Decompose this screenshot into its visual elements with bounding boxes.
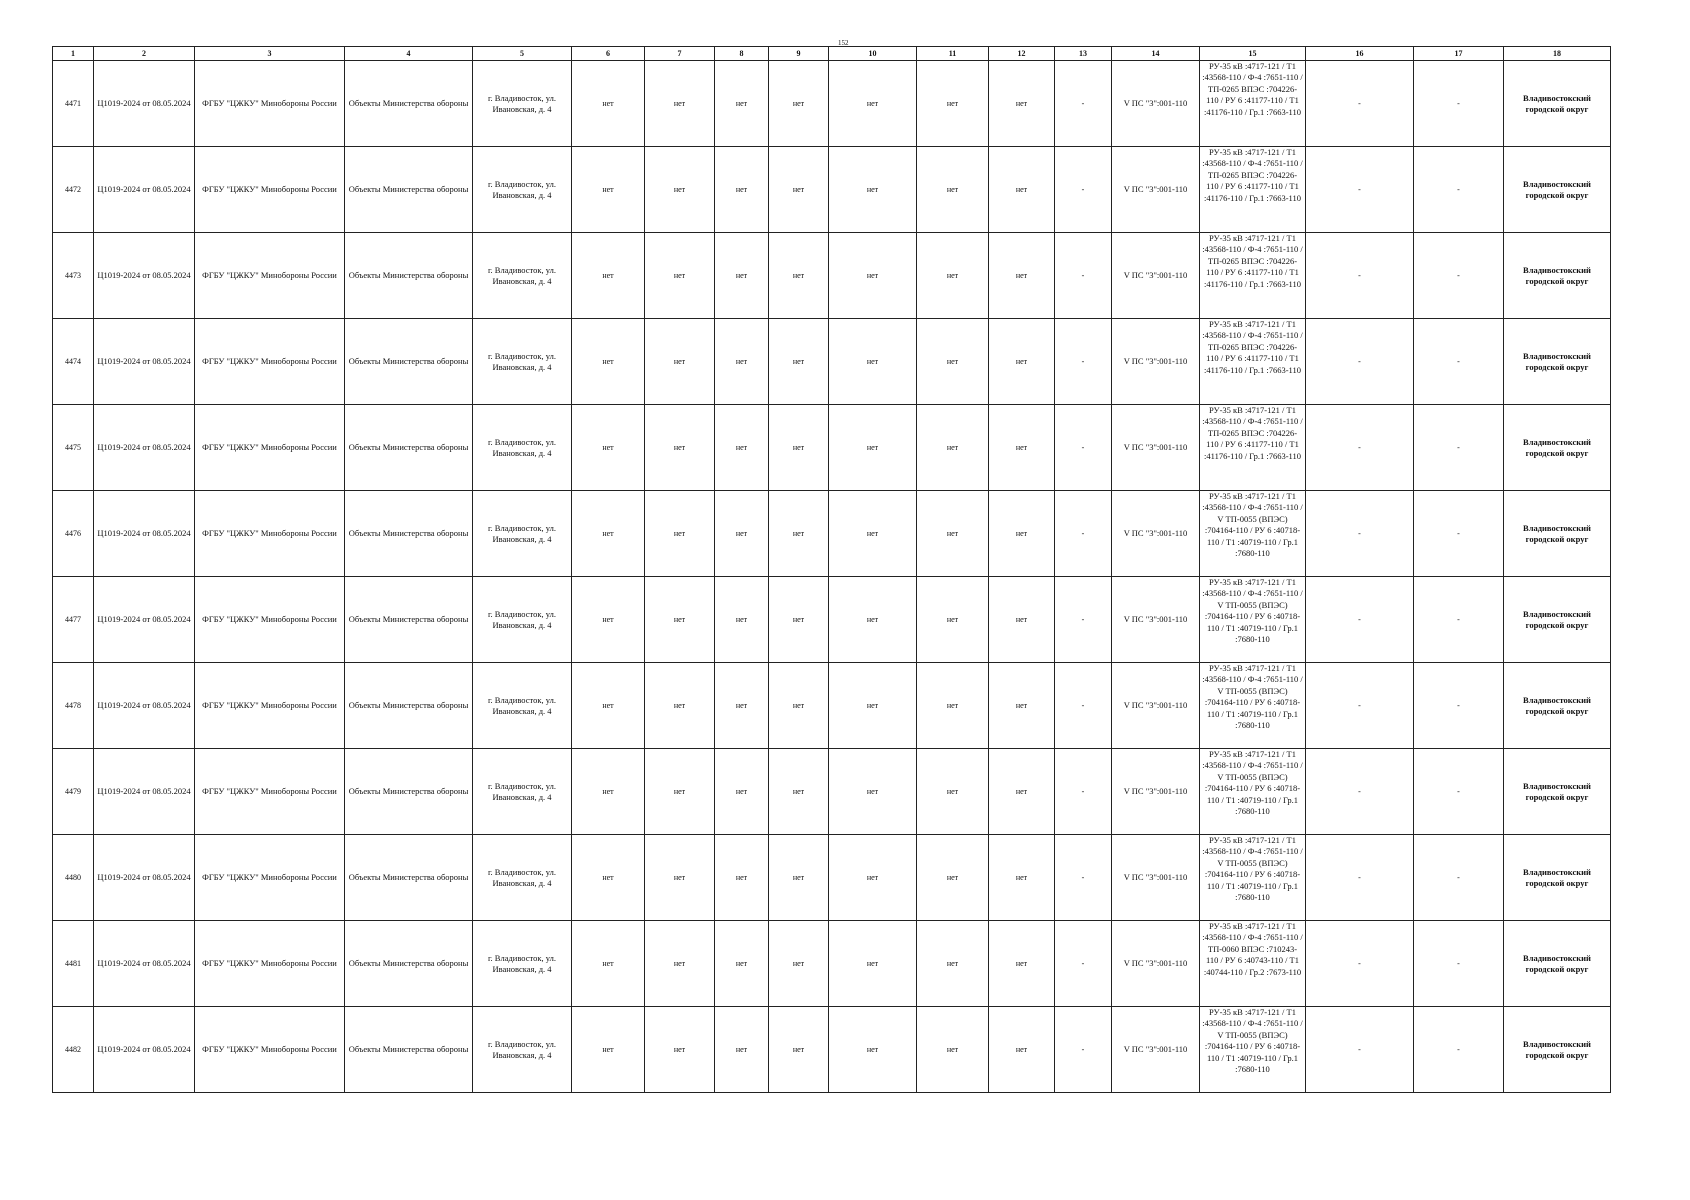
district-cell: Владивостокский городской округ bbox=[1504, 319, 1611, 405]
column-header-6: 6 bbox=[572, 47, 645, 61]
district-cell: Владивостокский городской округ bbox=[1504, 61, 1611, 147]
col16-cell: - bbox=[1306, 1007, 1414, 1093]
col9-cell: нет bbox=[769, 749, 829, 835]
col11-cell: нет bbox=[917, 749, 989, 835]
page-number: 152 bbox=[838, 39, 849, 47]
column-header-17: 17 bbox=[1414, 47, 1504, 61]
row-number-cell: 4476 bbox=[53, 491, 94, 577]
column-header-13: 13 bbox=[1055, 47, 1112, 61]
col10-cell: нет bbox=[829, 319, 917, 405]
col10-cell: нет bbox=[829, 147, 917, 233]
column-header-18: 18 bbox=[1504, 47, 1611, 61]
col7-cell: нет bbox=[645, 577, 715, 663]
column-header-1: 1 bbox=[53, 47, 94, 61]
col16-cell: - bbox=[1306, 663, 1414, 749]
col17-cell: - bbox=[1414, 491, 1504, 577]
col12-cell: нет bbox=[989, 233, 1055, 319]
col12-cell: нет bbox=[989, 1007, 1055, 1093]
column-header-4: 4 bbox=[345, 47, 473, 61]
connection-path-cell: РУ-35 кВ :4717-121 / Т1 :43568-110 / Ф-4 :7651-110 / V ТП-0055 (ВПЭС) :704164-110 / РУ 6 :40718-110 / Т1 :40719-110 / Гр.1 :7680-110 bbox=[1200, 749, 1306, 835]
row-number-cell: 4475 bbox=[53, 405, 94, 491]
object-cell: Объекты Министерства обороны bbox=[345, 491, 473, 577]
col7-cell: нет bbox=[645, 319, 715, 405]
address-cell: г. Владивосток, ул. Ивановская, д. 4 bbox=[473, 61, 572, 147]
column-header-3: 3 bbox=[195, 47, 345, 61]
object-cell: Объекты Министерства обороны bbox=[345, 61, 473, 147]
col10-cell: нет bbox=[829, 663, 917, 749]
row-number-cell: 4473 bbox=[53, 233, 94, 319]
col8-cell: нет bbox=[715, 61, 769, 147]
district-cell: Владивостокский городской округ bbox=[1504, 835, 1611, 921]
substation-cell: V ПС "3":001-110 bbox=[1112, 319, 1200, 405]
col16-cell: - bbox=[1306, 405, 1414, 491]
row-number-cell: 4479 bbox=[53, 749, 94, 835]
substation-cell: V ПС "3":001-110 bbox=[1112, 835, 1200, 921]
col6-cell: нет bbox=[572, 405, 645, 491]
substation-cell: V ПС "3":001-110 bbox=[1112, 749, 1200, 835]
connection-path-cell: РУ-35 кВ :4717-121 / Т1 :43568-110 / Ф-4 :7651-110 / V ТП-0055 (ВПЭС) :704164-110 / РУ 6 :40718-110 / Т1 :40719-110 / Гр.1 :7680-110 bbox=[1200, 491, 1306, 577]
col7-cell: нет bbox=[645, 491, 715, 577]
district-cell: Владивостокский городской округ bbox=[1504, 921, 1611, 1007]
row-number-cell: 4478 bbox=[53, 663, 94, 749]
organization-cell: ФГБУ "ЦЖКУ" Минобороны России bbox=[195, 577, 345, 663]
contract-cell: Ц1019-2024 от 08.05.2024 bbox=[94, 1007, 195, 1093]
column-header-14: 14 bbox=[1112, 47, 1200, 61]
col6-cell: нет bbox=[572, 319, 645, 405]
col11-cell: нет bbox=[917, 405, 989, 491]
col16-cell: - bbox=[1306, 835, 1414, 921]
col8-cell: нет bbox=[715, 577, 769, 663]
col9-cell: нет bbox=[769, 1007, 829, 1093]
substation-cell: V ПС "3":001-110 bbox=[1112, 1007, 1200, 1093]
col11-cell: нет bbox=[917, 1007, 989, 1093]
col10-cell: нет bbox=[829, 61, 917, 147]
col8-cell: нет bbox=[715, 835, 769, 921]
col17-cell: - bbox=[1414, 577, 1504, 663]
row-number-cell: 4477 bbox=[53, 577, 94, 663]
contract-cell: Ц1019-2024 от 08.05.2024 bbox=[94, 319, 195, 405]
object-cell: Объекты Министерства обороны bbox=[345, 233, 473, 319]
col13-cell: - bbox=[1055, 319, 1112, 405]
address-cell: г. Владивосток, ул. Ивановская, д. 4 bbox=[473, 147, 572, 233]
col12-cell: нет bbox=[989, 491, 1055, 577]
column-header-16: 16 bbox=[1306, 47, 1414, 61]
address-cell: г. Владивосток, ул. Ивановская, д. 4 bbox=[473, 921, 572, 1007]
row-number-cell: 4471 bbox=[53, 61, 94, 147]
col6-cell: нет bbox=[572, 491, 645, 577]
col6-cell: нет bbox=[572, 61, 645, 147]
table-row bbox=[53, 577, 1611, 663]
col13-cell: - bbox=[1055, 1007, 1112, 1093]
contract-cell: Ц1019-2024 от 08.05.2024 bbox=[94, 921, 195, 1007]
col10-cell: нет bbox=[829, 749, 917, 835]
connection-path-cell: РУ-35 кВ :4717-121 / Т1 :43568-110 / Ф-4 :7651-110 / V ТП-0055 (ВПЭС) :704164-110 / РУ 6 :40718-110 / Т1 :40719-110 / Гр.1 :7680-110 bbox=[1200, 577, 1306, 663]
col12-cell: нет bbox=[989, 319, 1055, 405]
object-cell: Объекты Министерства обороны bbox=[345, 1007, 473, 1093]
col11-cell: нет bbox=[917, 921, 989, 1007]
col12-cell: нет bbox=[989, 663, 1055, 749]
substation-cell: V ПС "3":001-110 bbox=[1112, 921, 1200, 1007]
col9-cell: нет bbox=[769, 147, 829, 233]
col13-cell: - bbox=[1055, 491, 1112, 577]
district-cell: Владивостокский городской округ bbox=[1504, 147, 1611, 233]
row-number-cell: 4482 bbox=[53, 1007, 94, 1093]
substation-cell: V ПС "3":001-110 bbox=[1112, 61, 1200, 147]
column-header-15: 15 bbox=[1200, 47, 1306, 61]
column-header-11: 11 bbox=[917, 47, 989, 61]
column-header-7: 7 bbox=[645, 47, 715, 61]
col11-cell: нет bbox=[917, 147, 989, 233]
substation-cell: V ПС "3":001-110 bbox=[1112, 491, 1200, 577]
organization-cell: ФГБУ "ЦЖКУ" Минобороны России bbox=[195, 663, 345, 749]
col17-cell: - bbox=[1414, 1007, 1504, 1093]
substation-cell: V ПС "3":001-110 bbox=[1112, 233, 1200, 319]
col7-cell: нет bbox=[645, 147, 715, 233]
district-cell: Владивостокский городской округ bbox=[1504, 491, 1611, 577]
col13-cell: - bbox=[1055, 233, 1112, 319]
col16-cell: - bbox=[1306, 319, 1414, 405]
col11-cell: нет bbox=[917, 835, 989, 921]
table-row bbox=[53, 233, 1611, 319]
substation-cell: V ПС "3":001-110 bbox=[1112, 577, 1200, 663]
col17-cell: - bbox=[1414, 405, 1504, 491]
connection-path-cell: РУ-35 кВ :4717-121 / Т1 :43568-110 / Ф-4 :7651-110 / ТП-0060 ВПЭС :710243-110 / РУ 6 :40743-110 / Т1 :40744-110 / Гр.2 :7673-110 bbox=[1200, 921, 1306, 1007]
organization-cell: ФГБУ "ЦЖКУ" Минобороны России bbox=[195, 491, 345, 577]
organization-cell: ФГБУ "ЦЖКУ" Минобороны России bbox=[195, 147, 345, 233]
col7-cell: нет bbox=[645, 405, 715, 491]
col12-cell: нет bbox=[989, 405, 1055, 491]
col6-cell: нет bbox=[572, 577, 645, 663]
col12-cell: нет bbox=[989, 835, 1055, 921]
object-cell: Объекты Министерства обороны bbox=[345, 319, 473, 405]
col10-cell: нет bbox=[829, 405, 917, 491]
table-row bbox=[53, 319, 1611, 405]
col10-cell: нет bbox=[829, 577, 917, 663]
address-cell: г. Владивосток, ул. Ивановская, д. 4 bbox=[473, 1007, 572, 1093]
connection-path-cell: РУ-35 кВ :4717-121 / Т1 :43568-110 / Ф-4 :7651-110 / ТП-0265 ВПЭС :704226-110 / РУ 6 :41177-110 / Т1 :41176-110 / Гр.1 :7663-110 bbox=[1200, 233, 1306, 319]
column-header-12: 12 bbox=[989, 47, 1055, 61]
col9-cell: нет bbox=[769, 319, 829, 405]
col16-cell: - bbox=[1306, 233, 1414, 319]
col16-cell: - bbox=[1306, 61, 1414, 147]
col6-cell: нет bbox=[572, 835, 645, 921]
col8-cell: нет bbox=[715, 233, 769, 319]
contract-cell: Ц1019-2024 от 08.05.2024 bbox=[94, 233, 195, 319]
col8-cell: нет bbox=[715, 491, 769, 577]
address-cell: г. Владивосток, ул. Ивановская, д. 4 bbox=[473, 405, 572, 491]
col13-cell: - bbox=[1055, 577, 1112, 663]
connection-path-cell: РУ-35 кВ :4717-121 / Т1 :43568-110 / Ф-4 :7651-110 / ТП-0265 ВПЭС :704226-110 / РУ 6 :41177-110 / Т1 :41176-110 / Гр.1 :7663-110 bbox=[1200, 405, 1306, 491]
column-number-row bbox=[53, 47, 1611, 61]
object-cell: Объекты Министерства обороны bbox=[345, 749, 473, 835]
organization-cell: ФГБУ "ЦЖКУ" Минобороны России bbox=[195, 405, 345, 491]
col12-cell: нет bbox=[989, 61, 1055, 147]
substation-cell: V ПС "3":001-110 bbox=[1112, 405, 1200, 491]
district-cell: Владивостокский городской округ bbox=[1504, 405, 1611, 491]
col9-cell: нет bbox=[769, 61, 829, 147]
col12-cell: нет bbox=[989, 921, 1055, 1007]
col13-cell: - bbox=[1055, 147, 1112, 233]
col7-cell: нет bbox=[645, 663, 715, 749]
col7-cell: нет bbox=[645, 835, 715, 921]
col6-cell: нет bbox=[572, 233, 645, 319]
col16-cell: - bbox=[1306, 749, 1414, 835]
col16-cell: - bbox=[1306, 147, 1414, 233]
col13-cell: - bbox=[1055, 749, 1112, 835]
col13-cell: - bbox=[1055, 835, 1112, 921]
connection-path-cell: РУ-35 кВ :4717-121 / Т1 :43568-110 / Ф-4 :7651-110 / ТП-0265 ВПЭС :704226-110 / РУ 6 :41177-110 / Т1 :41176-110 / Гр.1 :7663-110 bbox=[1200, 319, 1306, 405]
organization-cell: ФГБУ "ЦЖКУ" Минобороны России bbox=[195, 61, 345, 147]
table-body bbox=[53, 61, 1611, 1093]
register-table bbox=[52, 46, 1611, 1093]
col11-cell: нет bbox=[917, 61, 989, 147]
col8-cell: нет bbox=[715, 319, 769, 405]
col8-cell: нет bbox=[715, 663, 769, 749]
col9-cell: нет bbox=[769, 577, 829, 663]
col17-cell: - bbox=[1414, 147, 1504, 233]
col7-cell: нет bbox=[645, 233, 715, 319]
substation-cell: V ПС "3":001-110 bbox=[1112, 147, 1200, 233]
col17-cell: - bbox=[1414, 233, 1504, 319]
object-cell: Объекты Министерства обороны bbox=[345, 663, 473, 749]
col13-cell: - bbox=[1055, 921, 1112, 1007]
table-row bbox=[53, 491, 1611, 577]
district-cell: Владивостокский городской округ bbox=[1504, 1007, 1611, 1093]
table-row bbox=[53, 663, 1611, 749]
address-cell: г. Владивосток, ул. Ивановская, д. 4 bbox=[473, 319, 572, 405]
col9-cell: нет bbox=[769, 405, 829, 491]
col10-cell: нет bbox=[829, 491, 917, 577]
col7-cell: нет bbox=[645, 749, 715, 835]
col11-cell: нет bbox=[917, 233, 989, 319]
col10-cell: нет bbox=[829, 921, 917, 1007]
table-row bbox=[53, 1007, 1611, 1093]
col17-cell: - bbox=[1414, 835, 1504, 921]
col8-cell: нет bbox=[715, 147, 769, 233]
col17-cell: - bbox=[1414, 921, 1504, 1007]
connection-path-cell: РУ-35 кВ :4717-121 / Т1 :43568-110 / Ф-4 :7651-110 / ТП-0265 ВПЭС :704226-110 / РУ 6 :41177-110 / Т1 :41176-110 / Гр.1 :7663-110 bbox=[1200, 147, 1306, 233]
col10-cell: нет bbox=[829, 835, 917, 921]
col17-cell: - bbox=[1414, 749, 1504, 835]
connection-path-cell: РУ-35 кВ :4717-121 / Т1 :43568-110 / Ф-4 :7651-110 / ТП-0265 ВПЭС :704226-110 / РУ 6 :41177-110 / Т1 :41176-110 / Гр.1 :7663-110 bbox=[1200, 61, 1306, 147]
contract-cell: Ц1019-2024 от 08.05.2024 bbox=[94, 835, 195, 921]
col11-cell: нет bbox=[917, 319, 989, 405]
col9-cell: нет bbox=[769, 835, 829, 921]
col10-cell: нет bbox=[829, 1007, 917, 1093]
contract-cell: Ц1019-2024 от 08.05.2024 bbox=[94, 491, 195, 577]
organization-cell: ФГБУ "ЦЖКУ" Минобороны России bbox=[195, 921, 345, 1007]
col6-cell: нет bbox=[572, 749, 645, 835]
col11-cell: нет bbox=[917, 491, 989, 577]
col17-cell: - bbox=[1414, 319, 1504, 405]
contract-cell: Ц1019-2024 от 08.05.2024 bbox=[94, 61, 195, 147]
address-cell: г. Владивосток, ул. Ивановская, д. 4 bbox=[473, 491, 572, 577]
table-row bbox=[53, 835, 1611, 921]
table-row bbox=[53, 921, 1611, 1007]
object-cell: Объекты Министерства обороны bbox=[345, 835, 473, 921]
column-header-2: 2 bbox=[94, 47, 195, 61]
col8-cell: нет bbox=[715, 921, 769, 1007]
col9-cell: нет bbox=[769, 491, 829, 577]
col6-cell: нет bbox=[572, 1007, 645, 1093]
col8-cell: нет bbox=[715, 1007, 769, 1093]
col6-cell: нет bbox=[572, 147, 645, 233]
col9-cell: нет bbox=[769, 663, 829, 749]
connection-path-cell: РУ-35 кВ :4717-121 / Т1 :43568-110 / Ф-4 :7651-110 / V ТП-0055 (ВПЭС) :704164-110 / РУ 6 :40718-110 / Т1 :40719-110 / Гр.1 :7680-110 bbox=[1200, 835, 1306, 921]
col8-cell: нет bbox=[715, 405, 769, 491]
col17-cell: - bbox=[1414, 61, 1504, 147]
col8-cell: нет bbox=[715, 749, 769, 835]
row-number-cell: 4474 bbox=[53, 319, 94, 405]
contract-cell: Ц1019-2024 от 08.05.2024 bbox=[94, 749, 195, 835]
address-cell: г. Владивосток, ул. Ивановская, д. 4 bbox=[473, 233, 572, 319]
contract-cell: Ц1019-2024 от 08.05.2024 bbox=[94, 405, 195, 491]
substation-cell: V ПС "3":001-110 bbox=[1112, 663, 1200, 749]
address-cell: г. Владивосток, ул. Ивановская, д. 4 bbox=[473, 749, 572, 835]
col13-cell: - bbox=[1055, 61, 1112, 147]
row-number-cell: 4472 bbox=[53, 147, 94, 233]
contract-cell: Ц1019-2024 от 08.05.2024 bbox=[94, 147, 195, 233]
col13-cell: - bbox=[1055, 405, 1112, 491]
address-cell: г. Владивосток, ул. Ивановская, д. 4 bbox=[473, 835, 572, 921]
col11-cell: нет bbox=[917, 577, 989, 663]
row-number-cell: 4480 bbox=[53, 835, 94, 921]
object-cell: Объекты Министерства обороны bbox=[345, 577, 473, 663]
row-number-cell: 4481 bbox=[53, 921, 94, 1007]
address-cell: г. Владивосток, ул. Ивановская, д. 4 bbox=[473, 663, 572, 749]
organization-cell: ФГБУ "ЦЖКУ" Минобороны России bbox=[195, 233, 345, 319]
organization-cell: ФГБУ "ЦЖКУ" Минобороны России bbox=[195, 749, 345, 835]
connection-path-cell: РУ-35 кВ :4717-121 / Т1 :43568-110 / Ф-4 :7651-110 / V ТП-0055 (ВПЭС) :704164-110 / РУ 6 :40718-110 / Т1 :40719-110 / Гр.1 :7680-110 bbox=[1200, 663, 1306, 749]
col16-cell: - bbox=[1306, 491, 1414, 577]
col7-cell: нет bbox=[645, 1007, 715, 1093]
object-cell: Объекты Министерства обороны bbox=[345, 405, 473, 491]
column-header-8: 8 bbox=[715, 47, 769, 61]
organization-cell: ФГБУ "ЦЖКУ" Минобороны России bbox=[195, 1007, 345, 1093]
district-cell: Владивостокский городской округ bbox=[1504, 233, 1611, 319]
organization-cell: ФГБУ "ЦЖКУ" Минобороны России bbox=[195, 319, 345, 405]
object-cell: Объекты Министерства обороны bbox=[345, 147, 473, 233]
district-cell: Владивостокский городской округ bbox=[1504, 663, 1611, 749]
column-header-10: 10 bbox=[829, 47, 917, 61]
contract-cell: Ц1019-2024 от 08.05.2024 bbox=[94, 663, 195, 749]
district-cell: Владивостокский городской округ bbox=[1504, 577, 1611, 663]
column-header-5: 5 bbox=[473, 47, 572, 61]
col7-cell: нет bbox=[645, 921, 715, 1007]
col6-cell: нет bbox=[572, 663, 645, 749]
contract-cell: Ц1019-2024 от 08.05.2024 bbox=[94, 577, 195, 663]
col11-cell: нет bbox=[917, 663, 989, 749]
col9-cell: нет bbox=[769, 233, 829, 319]
col9-cell: нет bbox=[769, 921, 829, 1007]
table-row bbox=[53, 405, 1611, 491]
column-header-9: 9 bbox=[769, 47, 829, 61]
col12-cell: нет bbox=[989, 577, 1055, 663]
col16-cell: - bbox=[1306, 921, 1414, 1007]
col16-cell: - bbox=[1306, 577, 1414, 663]
col7-cell: нет bbox=[645, 61, 715, 147]
table-row bbox=[53, 749, 1611, 835]
object-cell: Объекты Министерства обороны bbox=[345, 921, 473, 1007]
connection-path-cell: РУ-35 кВ :4717-121 / Т1 :43568-110 / Ф-4 :7651-110 / V ТП-0055 (ВПЭС) :704164-110 / РУ 6 :40718-110 / Т1 :40719-110 / Гр.1 :7680-110 bbox=[1200, 1007, 1306, 1093]
organization-cell: ФГБУ "ЦЖКУ" Минобороны России bbox=[195, 835, 345, 921]
col17-cell: - bbox=[1414, 663, 1504, 749]
table-row bbox=[53, 61, 1611, 147]
table-header bbox=[53, 47, 1611, 61]
col12-cell: нет bbox=[989, 147, 1055, 233]
table-row bbox=[53, 147, 1611, 233]
district-cell: Владивостокский городской округ bbox=[1504, 749, 1611, 835]
address-cell: г. Владивосток, ул. Ивановская, д. 4 bbox=[473, 577, 572, 663]
col6-cell: нет bbox=[572, 921, 645, 1007]
col10-cell: нет bbox=[829, 233, 917, 319]
col13-cell: - bbox=[1055, 663, 1112, 749]
col12-cell: нет bbox=[989, 749, 1055, 835]
